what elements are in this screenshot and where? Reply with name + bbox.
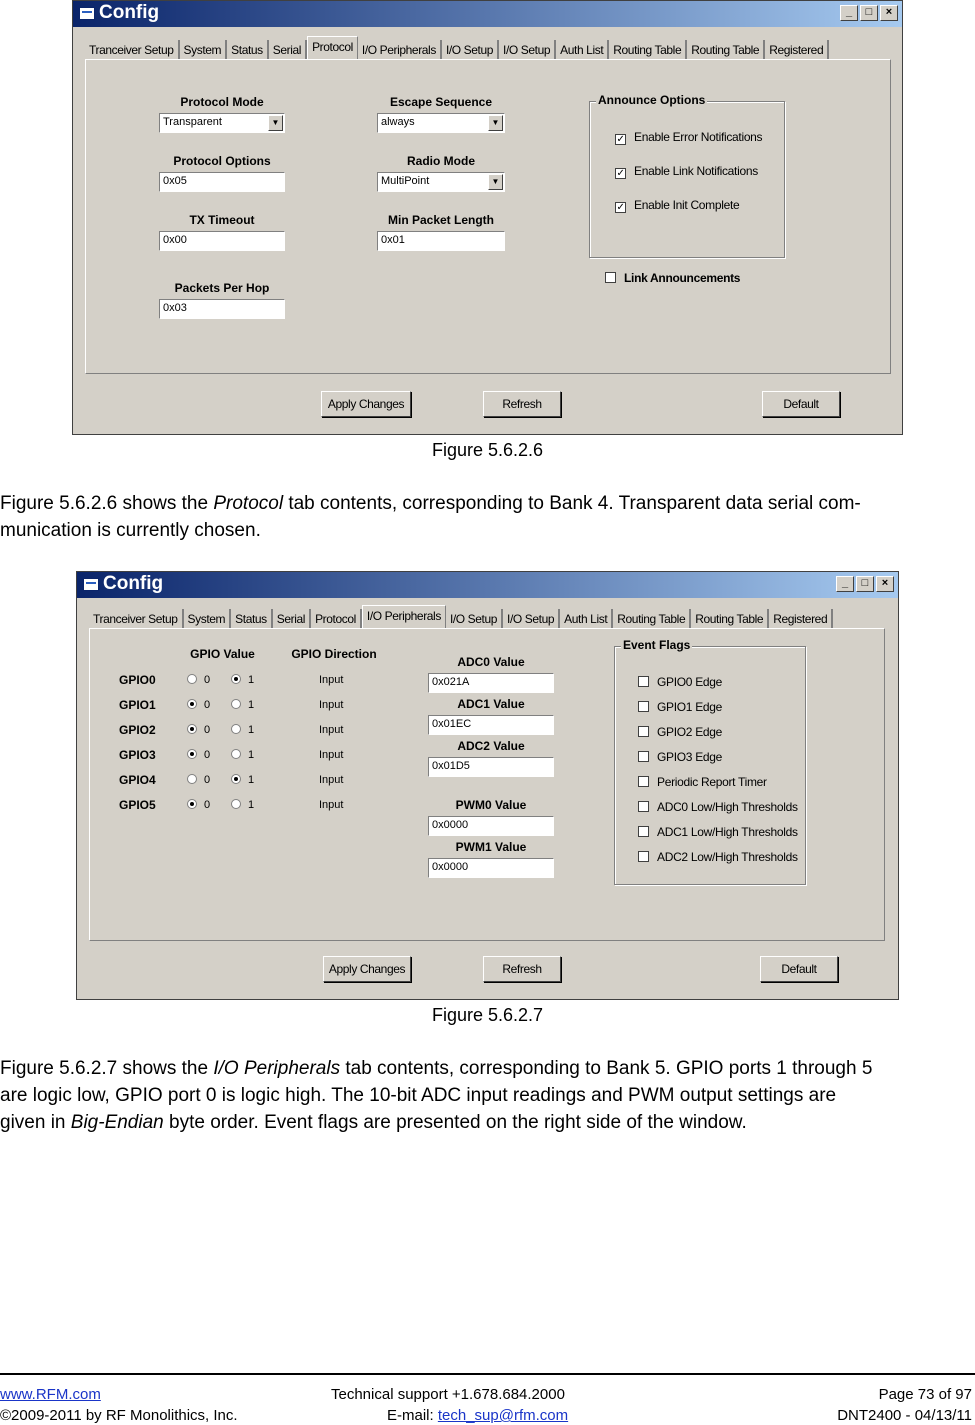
close-icon[interactable]: ×: [880, 5, 898, 21]
paragraph-1: Figure 5.6.2.6 shows the Protocol tab contents, corresponding to Bank 4. Transparent data serial com- munication is currently chosen.: [0, 493, 861, 541]
checkbox-label: GPIO3 Edge: [657, 750, 723, 764]
website-link[interactable]: www.RFM.com: [0, 1386, 101, 1403]
radio-dot-icon: [231, 774, 241, 784]
tab-status[interactable]: Status: [227, 40, 269, 60]
config-window-io-peripherals: [76, 571, 899, 1000]
tx-timeout-input[interactable]: 0x00: [159, 231, 285, 251]
tab-serial[interactable]: Serial: [269, 40, 307, 60]
packets-per-hop-label: Packets Per Hop: [174, 281, 270, 295]
tab-io-setup[interactable]: I/O Setup: [442, 40, 499, 60]
app-icon: [83, 578, 99, 591]
event-flag-checkbox[interactable]: [638, 675, 722, 689]
gpio-name: GPIO4: [119, 773, 156, 787]
radio-dot-icon: [231, 749, 241, 759]
pwm1-input[interactable]: 0x0000: [428, 858, 554, 878]
radio-label: 1: [248, 749, 255, 761]
radio-mode-value: MultiPoint: [381, 175, 430, 187]
radio-label: 0: [204, 749, 211, 761]
event-flag-checkbox[interactable]: [638, 850, 798, 864]
gpio-value-radio[interactable]: [187, 749, 210, 761]
maximize-icon[interactable]: □: [860, 5, 878, 21]
checkbox-icon: [638, 676, 649, 687]
tab-routing-table[interactable]: Routing Table: [613, 609, 691, 629]
gpio-name: GPIO1: [119, 698, 156, 712]
chevron-down-icon[interactable]: ▼: [268, 115, 283, 131]
tab-io-peripherals[interactable]: I/O Peripherals: [358, 40, 442, 60]
radio-label: 0: [204, 774, 211, 786]
tab-serial[interactable]: Serial: [273, 609, 311, 629]
radio-label: 1: [248, 799, 255, 811]
gpio-direction: Input: [319, 749, 344, 761]
title-bar[interactable]: [77, 572, 898, 598]
gpio-value-radio[interactable]: [187, 799, 210, 811]
tab-io-setup-2[interactable]: I/O Setup: [499, 40, 556, 60]
checkbox-icon: [638, 751, 649, 762]
event-flag-checkbox[interactable]: [638, 725, 722, 739]
chevron-down-icon[interactable]: ▼: [488, 115, 503, 131]
adc0-label: ADC0 Value: [457, 655, 525, 669]
event-flags-title: Event Flags: [623, 638, 691, 652]
checkbox-label: GPIO0 Edge: [657, 675, 723, 689]
announce-options-group: [589, 93, 785, 258]
checkbox-label: Enable Link Notifications: [634, 164, 758, 178]
escape-sequence-label: Escape Sequence: [389, 95, 493, 109]
checkbox-label: ADC0 Low/High Thresholds: [657, 800, 798, 814]
gpio-name: GPIO2: [119, 723, 156, 737]
tab-auth-list[interactable]: Auth List: [560, 609, 613, 629]
tx-timeout-label: TX Timeout: [189, 213, 255, 227]
paragraph-2: Figure 5.6.2.7 shows the I/O Peripherals tab contents, corresponding to Bank 5. GPIO ports 1 through 5 are logic low, GPIO port 0 is logic high. The 10-bit ADC input readings and PWM output settings are given in Big-Endian byte order. Event flags are presented on the right side of the window.: [0, 1058, 873, 1133]
checkbox-icon: [638, 726, 649, 737]
refresh-button[interactable]: Refresh: [483, 391, 561, 417]
radio-label: 1: [248, 674, 255, 686]
radio-label: 1: [248, 699, 255, 711]
event-flag-checkbox[interactable]: [638, 825, 798, 839]
protocol-options-input[interactable]: 0x05: [159, 172, 285, 192]
checkbox-label: ADC1 Low/High Thresholds: [657, 825, 798, 839]
default-button[interactable]: Default: [762, 391, 840, 417]
protocol-options-label: Protocol Options: [173, 154, 271, 168]
enable-error-notifications-checkbox[interactable]: [615, 130, 762, 145]
checkbox-icon: [638, 801, 649, 812]
figure-caption: Figure 5.6.2.6: [431, 440, 544, 460]
tab-protocol[interactable]: Protocol: [307, 36, 358, 60]
gpio-value-radio[interactable]: [187, 774, 210, 786]
tab-auth-list[interactable]: Auth List: [556, 40, 609, 60]
tab-routing-table-2[interactable]: Routing Table: [687, 40, 765, 60]
chevron-down-icon[interactable]: ▼: [488, 174, 503, 190]
radio-dot-icon: [231, 724, 241, 734]
tab-registered[interactable]: Registered: [765, 40, 829, 60]
apply-changes-button[interactable]: Apply Changes: [321, 391, 411, 417]
enable-link-notifications-checkbox[interactable]: [615, 164, 758, 179]
link-announcements-checkbox[interactable]: [605, 271, 740, 285]
apply-changes-button[interactable]: Apply Changes: [323, 956, 411, 982]
checkbox-icon: [638, 701, 649, 712]
copyright: ©2009-2011 by RF Monolithics, Inc.: [0, 1407, 238, 1424]
tab-tranceiver-setup[interactable]: Tranceiver Setup: [89, 609, 184, 629]
checkmark-icon: ✓: [616, 168, 625, 179]
checkbox-icon: [638, 851, 649, 862]
tab-io-setup-2[interactable]: I/O Setup: [503, 609, 560, 629]
checkbox-label: Enable Init Complete: [634, 198, 740, 212]
event-flag-checkbox[interactable]: [638, 800, 798, 814]
checkbox-icon: [638, 776, 649, 787]
adc0-input[interactable]: 0x021A: [428, 673, 554, 693]
min-packet-length-label: Min Packet Length: [387, 213, 494, 227]
checkbox-label: ADC2 Low/High Thresholds: [657, 850, 798, 864]
tab-registered[interactable]: Registered: [769, 609, 833, 629]
gpio-value-radio[interactable]: [231, 774, 254, 786]
gpio-value-radio[interactable]: [231, 724, 254, 736]
gpio-value-radio[interactable]: [231, 699, 254, 711]
event-flags-group: [614, 638, 806, 885]
gpio-value-radio[interactable]: [187, 674, 210, 686]
radio-label: 1: [248, 724, 255, 736]
checkbox-label: Enable Error Notifications: [634, 130, 763, 144]
gpio-value-radio[interactable]: [231, 749, 254, 761]
technical-support: Technical support +1.678.684.2000: [331, 1386, 565, 1403]
radio-dot-icon: [187, 724, 197, 734]
radio-dot-icon: [187, 749, 197, 759]
radio-label: 0: [204, 674, 211, 686]
adc2-label: ADC2 Value: [457, 739, 525, 753]
close-icon[interactable]: ×: [876, 576, 894, 592]
event-flag-checkbox[interactable]: [638, 750, 722, 764]
pwm1-label: PWM1 Value: [455, 840, 527, 854]
window-title: Config: [103, 573, 164, 594]
gpio-value-radio[interactable]: [187, 699, 210, 711]
checkmark-icon: ✓: [616, 202, 625, 213]
protocol-mode-label: Protocol Mode: [180, 95, 264, 109]
protocol-mode-value: Transparent: [163, 116, 222, 128]
minimize-icon[interactable]: _: [836, 576, 854, 592]
adc1-label: ADC1 Value: [457, 697, 525, 711]
document-id: DNT2400 - 04/13/11: [837, 1407, 972, 1424]
maximize-icon[interactable]: □: [856, 576, 874, 592]
enable-init-complete-checkbox[interactable]: [615, 198, 739, 213]
figure-caption: Figure 5.6.2.7: [431, 1005, 544, 1025]
adc2-input[interactable]: 0x01D5: [428, 757, 554, 777]
email-link[interactable]: tech_sup@rfm.com: [437, 1407, 569, 1424]
radio-dot-icon: [187, 699, 197, 709]
checkbox-label: Link Announcements: [624, 271, 741, 285]
tab-io-setup[interactable]: I/O Setup: [446, 609, 503, 629]
gpio-direction: Input: [319, 799, 344, 811]
checkbox-icon: [638, 826, 649, 837]
radio-label: 0: [204, 799, 211, 811]
tab-tranceiver-setup[interactable]: Tranceiver Setup: [85, 40, 180, 60]
gpio-value-radio[interactable]: [231, 674, 254, 686]
gpio-direction: Input: [319, 674, 344, 686]
gpio-name: GPIO5: [119, 798, 156, 812]
config-window-protocol: [72, 0, 903, 435]
gpio-direction: Input: [319, 774, 344, 786]
radio-mode-select[interactable]: [377, 172, 505, 192]
checkbox-label: Periodic Report Timer: [657, 775, 767, 789]
event-flag-checkbox[interactable]: [638, 700, 722, 714]
tab-system[interactable]: System: [180, 40, 228, 60]
tab-io-peripherals[interactable]: I/O Peripherals: [362, 605, 446, 629]
radio-label: 0: [204, 699, 211, 711]
gpio-value-header: GPIO Value: [190, 647, 255, 661]
escape-sequence-value: always: [381, 116, 415, 128]
radio-label: 0: [204, 724, 211, 736]
page-number: Page 73 of 97: [878, 1386, 972, 1403]
radio-mode-label: Radio Mode: [407, 154, 475, 168]
radio-dot-icon: [187, 774, 197, 784]
gpio-name: GPIO0: [119, 673, 156, 687]
tab-protocol[interactable]: Protocol: [311, 609, 362, 629]
title-bar[interactable]: [73, 1, 902, 27]
gpio-name: GPIO3: [119, 748, 156, 762]
tab-routing-table[interactable]: Routing Table: [609, 40, 687, 60]
radio-dot-icon: [231, 674, 241, 684]
packets-per-hop-input[interactable]: 0x03: [159, 299, 285, 319]
radio-label: 1: [248, 774, 255, 786]
checkbox-label: GPIO1 Edge: [657, 700, 723, 714]
footer-rule: [0, 1373, 975, 1375]
tab-status[interactable]: Status: [231, 609, 273, 629]
pwm0-input[interactable]: 0x0000: [428, 816, 554, 836]
event-flag-checkbox[interactable]: [638, 775, 767, 789]
radio-dot-icon: [231, 699, 241, 709]
gpio-direction-header: GPIO Direction: [291, 647, 377, 661]
min-packet-length-input[interactable]: 0x01: [377, 231, 505, 251]
checkbox-label: GPIO2 Edge: [657, 725, 723, 739]
escape-sequence-select[interactable]: [377, 113, 505, 133]
email-line: E-mail: tech_sup@rfm.com: [387, 1407, 569, 1424]
protocol-mode-select[interactable]: [159, 113, 285, 133]
tab-routing-table-2[interactable]: Routing Table: [691, 609, 769, 629]
pwm0-label: PWM0 Value: [455, 798, 527, 812]
tab-strip: [85, 38, 890, 60]
radio-dot-icon: [187, 799, 197, 809]
default-button[interactable]: Default: [760, 956, 838, 982]
window-title: Config: [99, 2, 160, 23]
checkmark-icon: ✓: [616, 134, 625, 145]
gpio-direction: Input: [319, 699, 344, 711]
app-icon: [79, 7, 95, 20]
radio-dot-icon: [231, 799, 241, 809]
tab-system[interactable]: System: [184, 609, 232, 629]
refresh-button[interactable]: Refresh: [483, 956, 561, 982]
minimize-icon[interactable]: _: [840, 5, 858, 21]
announce-options-title: Announce Options: [598, 93, 706, 107]
adc1-input[interactable]: 0x01EC: [428, 715, 554, 735]
radio-dot-icon: [187, 674, 197, 684]
gpio-value-radio[interactable]: [187, 724, 210, 736]
tab-strip: [89, 607, 886, 629]
gpio-value-radio[interactable]: [231, 799, 254, 811]
gpio-direction: Input: [319, 724, 344, 736]
